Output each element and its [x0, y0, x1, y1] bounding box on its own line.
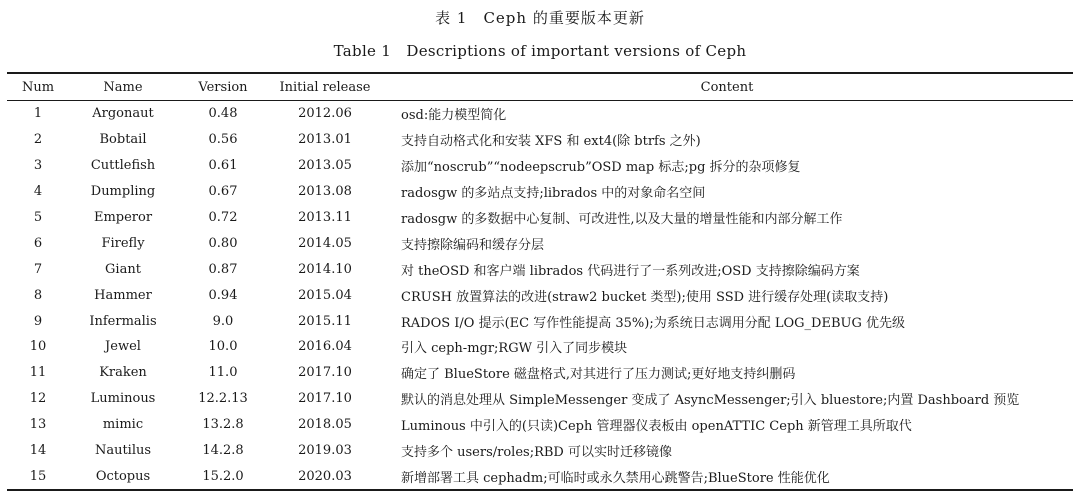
cell-name: Nautilus [94, 443, 152, 459]
cell-release: 2013.05 [298, 158, 352, 174]
cell-num: 7 [33, 261, 43, 277]
cell-num: 6 [33, 235, 43, 251]
cell-name: Hammer [94, 287, 152, 303]
cell-content: 支持多个 users/roles;RBD 可以实时迁移镜像 [401, 445, 672, 461]
cell-release: 2012.06 [298, 106, 352, 122]
cell-num: 2 [33, 132, 43, 148]
cell-version: 0.61 [208, 158, 238, 174]
cell-num: 15 [29, 468, 47, 484]
header-initial-release: Initial release [279, 79, 371, 95]
cell-num: 13 [29, 417, 47, 433]
cell-num: 9 [33, 313, 43, 329]
cell-name: Firefly [101, 235, 145, 251]
cell-release: 2013.11 [298, 210, 352, 225]
cell-num: 8 [33, 287, 43, 303]
cell-version: 12.2.13 [198, 391, 248, 407]
cell-release: 2013.01 [298, 132, 352, 148]
cell-version: 0.56 [208, 132, 238, 148]
table-caption-chinese: 表 1 Ceph 的重要版本更新 [435, 9, 645, 27]
cell-version: 0.80 [208, 235, 238, 251]
cell-version: 0.48 [208, 106, 238, 122]
cell-version: 0.72 [208, 210, 238, 225]
table-row [7, 101, 1073, 127]
table-caption-english: Table 1 Descriptions of important versions of Ceph [333, 42, 747, 60]
cell-name: Kraken [99, 365, 147, 381]
table-row [7, 153, 1073, 179]
cell-release: 2013.08 [298, 184, 352, 200]
header-content: Content [700, 79, 754, 95]
table-row [7, 230, 1073, 256]
cell-num: 14 [29, 443, 47, 459]
cell-release: 2016.04 [298, 339, 352, 355]
ceph-versions-table [7, 72, 1073, 491]
table-body [7, 101, 1073, 491]
table-header-row [7, 73, 1073, 101]
cell-name: Jewel [105, 339, 141, 355]
table-row [7, 386, 1073, 412]
cell-version: 9.0 [212, 313, 234, 329]
cell-content: 引入 ceph-mgr;RGW 引入了同步模块 [401, 341, 628, 357]
table-row [7, 360, 1073, 386]
table-row [7, 463, 1073, 490]
table-row [7, 282, 1073, 308]
cell-content: Luminous 中引入的(只读)Ceph 管理器仪表板由 openATTIC Ceph 新管理工具所取代 [401, 419, 912, 435]
cell-release: 2015.04 [298, 287, 352, 303]
cell-content: 支持擦除编码和缓存分层 [401, 237, 545, 253]
cell-num: 3 [33, 158, 43, 174]
cell-content: 确定了 BlueStore 磁盘格式,对其进行了压力测试;更好地支持纠删码 [401, 367, 796, 383]
cell-name: Argonaut [92, 106, 154, 122]
cell-content: osd:能力模型简化 [401, 108, 507, 124]
cell-content: 支持自动格式化和安装 XFS 和 ext4(除 btrfs 之外) [401, 134, 701, 150]
cell-version: 0.94 [208, 287, 238, 303]
table-row [7, 412, 1073, 438]
cell-name: Emperor [93, 210, 153, 225]
cell-release: 2019.03 [298, 443, 352, 459]
cell-name: Luminous [90, 391, 156, 407]
cell-num: 5 [33, 210, 43, 225]
cell-version: 0.67 [208, 184, 238, 200]
cell-num: 10 [29, 339, 47, 355]
cell-content: RADOS I/O 提示(EC 写作性能提高 35%);为系统日志调用分配 LOG_DEBUG 优先级 [401, 315, 905, 331]
cell-content: 默认的消息处理从 SimpleMessenger 变成了 AsyncMessenger;引入 bluestore;内置 Dashboard 预览 [401, 393, 1020, 409]
cell-name: Bobtail [99, 132, 147, 148]
cell-name: Cuttlefish [90, 158, 156, 174]
table-row [7, 127, 1073, 153]
table-row [7, 179, 1073, 205]
cell-name: Dumpling [90, 184, 156, 200]
cell-release: 2017.10 [298, 391, 352, 407]
cell-num: 1 [33, 106, 43, 122]
table-row [7, 308, 1073, 334]
cell-content: 添加“noscrub”“nodeepscrub”OSD map 标志;pg 拆分的杂项修复 [401, 160, 801, 176]
cell-version: 15.2.0 [202, 468, 244, 484]
cell-version: 11.0 [208, 365, 238, 381]
cell-release: 2018.05 [298, 417, 352, 433]
cell-content: radosgw 的多站点支持;librados 中的对象命名空间 [401, 186, 706, 202]
cell-release: 2014.05 [298, 235, 352, 251]
cell-num: 12 [29, 391, 47, 407]
cell-release: 2017.10 [298, 365, 352, 381]
cell-content: radosgw 的多数据中心复制、可改进性,以及大量的增量性能和内部分解工作 [401, 212, 843, 227]
cell-name: Octopus [95, 468, 151, 484]
header-version: Version [198, 79, 248, 95]
cell-release: 2015.11 [298, 313, 352, 329]
cell-release: 2014.10 [298, 261, 352, 277]
cell-name: mimic [102, 417, 144, 433]
cell-version: 10.0 [208, 339, 238, 355]
cell-content: 新增部署工具 cephadm;可临时或永久禁用心跳警告;BlueStore 性能优化 [401, 470, 830, 486]
cell-name: Infermalis [89, 313, 157, 329]
header-num: Num [21, 79, 55, 95]
table-row [7, 205, 1073, 231]
cell-content: CRUSH 放置算法的改进(straw2 bucket 类型);使用 SSD 进行缓存处理(读取支持) [401, 289, 889, 305]
cell-version: 13.2.8 [202, 417, 244, 433]
cell-num: 4 [33, 184, 43, 200]
header-name: Name [103, 79, 143, 95]
cell-num: 11 [29, 365, 47, 381]
cell-name: Giant [105, 261, 141, 277]
cell-version: 14.2.8 [202, 443, 244, 459]
cell-version: 0.87 [208, 261, 238, 277]
table-row [7, 256, 1073, 282]
cell-content: 对 theOSD 和客户端 librados 代码进行了一系列改进;OSD 支持擦除编码方案 [401, 263, 860, 279]
table-row [7, 438, 1073, 464]
cell-release: 2020.03 [298, 468, 352, 484]
table-row [7, 334, 1073, 360]
